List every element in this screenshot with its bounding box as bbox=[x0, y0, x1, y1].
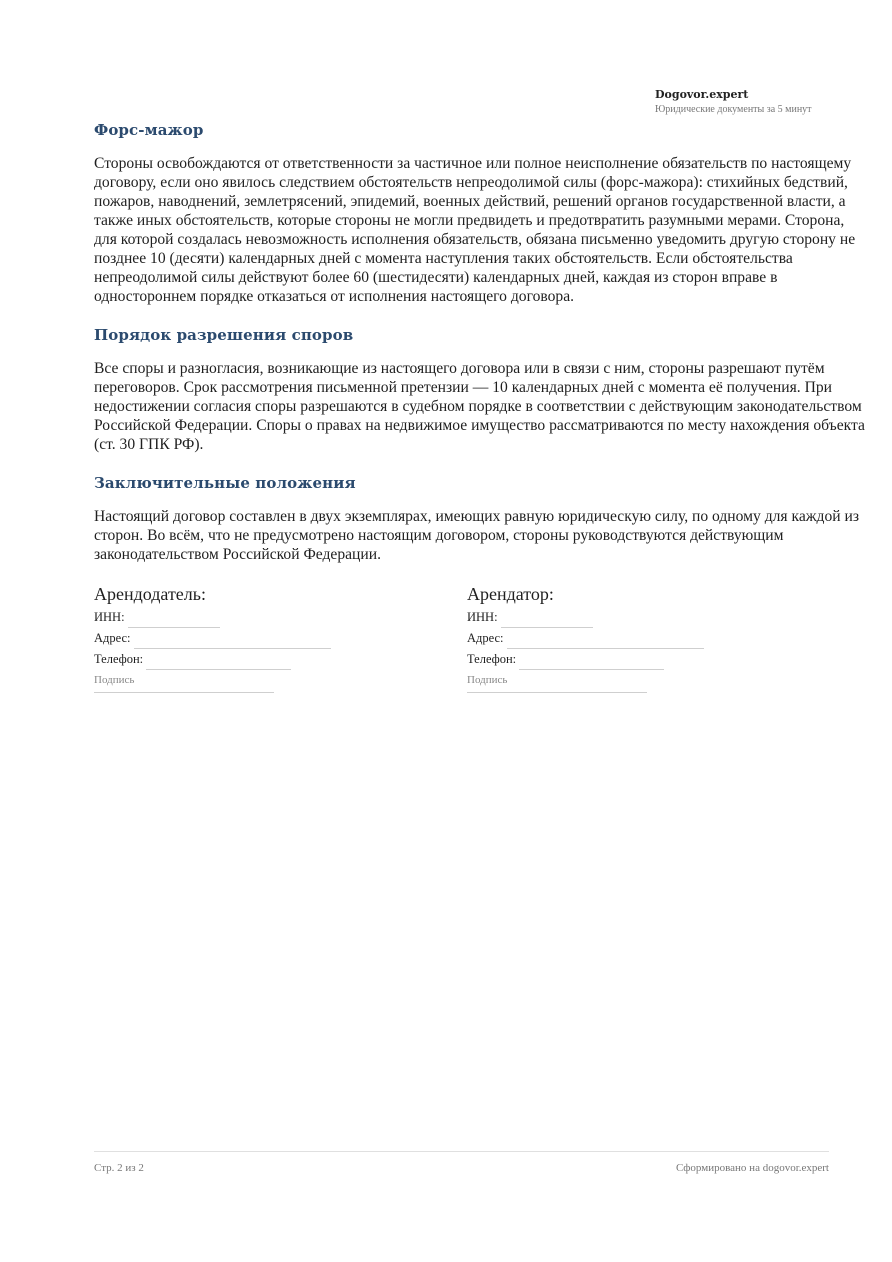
section-title-final: Заключительные положения bbox=[94, 474, 356, 492]
landlord-sign-label: Подпись bbox=[94, 674, 135, 686]
tenant-phone-label: Телефон: bbox=[467, 652, 517, 666]
tenant-inn-line bbox=[501, 613, 593, 628]
section-body-force-majeure: Стороны освобождаются от ответственности за частичное или полное неисполнение обязательств по настоящему договору, если оно явилось следствием обстоятельств непреодолимой силы (форс-мажора): стихийных бедствий, пожаров, наводнений, землетрясений, эпидемий, военных действий, решений органов государственной власти, а также иных обстоятельств, которые стороны не могли предвидеть и предотвратить разумными мерами. Сторона, для которой создалась невозможность исполнения обязательств, обязана письменно уведомить другую сторону не позднее 10 (десяти) календарных дней с момента наступления таких обстоятельств. Если обстоятельства непреодолимой силы действуют более 60 (шестидесяти) календарных дней, каждая из сторон вправе в одностороннем порядке отказаться от исполнения настоящего договора. bbox=[94, 155, 856, 305]
tenant-inn-label: ИНН: bbox=[467, 610, 498, 624]
landlord-phone-line bbox=[146, 655, 291, 670]
tenant-address-field bbox=[467, 628, 767, 649]
tenant-sign-line bbox=[467, 692, 647, 693]
tenant-sign-label: Подпись bbox=[467, 674, 508, 686]
section-title-force-majeure: Форс-мажор bbox=[94, 121, 204, 139]
landlord-address-line bbox=[134, 634, 331, 649]
signature-landlord bbox=[94, 583, 394, 693]
landlord-role: Арендодатель: bbox=[94, 584, 206, 604]
brand-name: Dogovor.expert bbox=[655, 88, 749, 101]
section-body-disputes: Все споры и разногласия, возникающие из настоящего договора или в связи с ним, стороны разрешают путём переговоров. Срок рассмотрения письменной претензии — 10 календарных дней с момента её получения. При недостижении согласия споры разрешаются в судебном порядке в соответствии с действующим законодательством Российской Федерации. Споры о правах на недвижимое имущество рассматриваются по месту нахождения объекта (ст. 30 ГПК РФ). bbox=[94, 360, 865, 453]
brand-tagline: Юридические документы за 5 минут bbox=[655, 104, 812, 115]
generated-note: Сформировано на dogovor.expert bbox=[675, 1162, 829, 1174]
landlord-inn-field bbox=[94, 607, 394, 628]
page-number: Стр. 2 из 2 bbox=[94, 1162, 144, 1174]
footer-divider bbox=[94, 1151, 829, 1152]
tenant-role: Арендатор: bbox=[467, 584, 554, 604]
landlord-phone-label: Телефон: bbox=[94, 652, 144, 666]
section-title-disputes: Порядок разрешения споров bbox=[94, 326, 354, 344]
landlord-inn-label: ИНН: bbox=[94, 610, 125, 624]
landlord-address-label: Адрес: bbox=[94, 631, 131, 645]
tenant-address-label: Адрес: bbox=[467, 631, 504, 645]
signature-tenant bbox=[467, 583, 767, 693]
landlord-phone-field bbox=[94, 649, 394, 670]
tenant-phone-field bbox=[467, 649, 767, 670]
tenant-inn-field bbox=[467, 607, 767, 628]
landlord-address-field bbox=[94, 628, 394, 649]
landlord-sign-line bbox=[94, 692, 274, 693]
tenant-address-line bbox=[507, 634, 704, 649]
document-content bbox=[94, 118, 866, 581]
landlord-inn-line bbox=[128, 613, 220, 628]
brand-header bbox=[655, 88, 855, 116]
tenant-phone-line bbox=[519, 655, 664, 670]
section-body-final: Настоящий договор составлен в двух экземплярах, имеющих равную юридическую силу, по одному для каждой из сторон. Во всём, что не предусмотрено настоящим договором, стороны руководствуются действующим законодательством Российской Федерации. bbox=[94, 508, 860, 563]
